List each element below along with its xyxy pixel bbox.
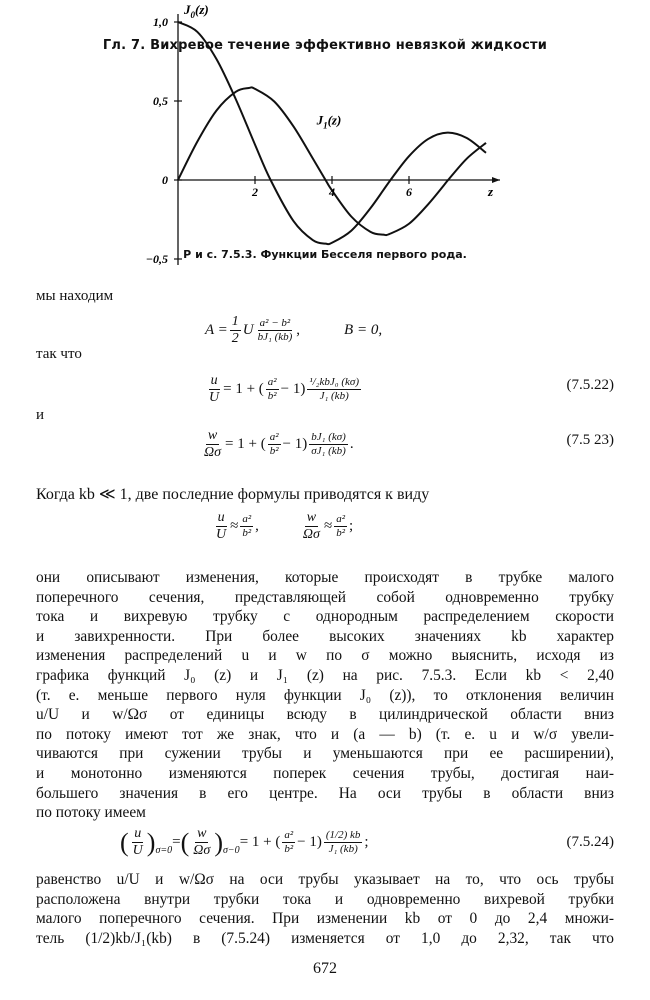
fraction: $\frac{(1/2) kb}{\text{J₁ (kb)}}$ <box>325 829 361 855</box>
text-line: чиваются при сужении трубы и уменьшаются при ее расширении), <box>36 745 614 763</box>
eq-subscript: σ=0 <box>155 845 173 856</box>
series-line-j1 <box>178 87 486 235</box>
fraction: $\frac{u}{U}$ <box>216 510 227 542</box>
x-axis-arrow <box>492 177 500 183</box>
equation-7-5-24: ( $\frac{u}{U}$ ) $_{\sigma=0}$ = ( $\frac{w}{\Omega\sigma}$ ) $_{\sigma-0}$ = 1 + ( $\frac{\text{a²}}{\text{b²}}$ − 1) $\frac{(1/2) kb}{\text{J₁ (kb)}}$ ; <box>120 826 369 858</box>
eq-term: U <box>242 322 254 338</box>
eq-term: = 1 + ( <box>225 436 266 452</box>
fraction: $\frac{1}{2}$ <box>231 314 239 346</box>
text-line: тель (1/2)kb/J₁(kb) в (7.5.24) изменяется от 1,0 до 2,32, так что <box>36 929 614 947</box>
series-label-j1: $J_1(z)$ <box>316 112 342 131</box>
text-line: графика функций J₀ (z) и J₁ (z) на рис. 7.5.3. Если kb < 2,40 <box>36 666 614 684</box>
fraction: $\frac{\text{a²}}{\text{b²}}$ <box>242 513 252 539</box>
chart-series <box>178 22 486 244</box>
text-line: и завихренности. При более высоких значениях kb характер <box>36 627 614 645</box>
equation-7-5-23 <box>200 428 354 461</box>
text-line: поперечного сечения, представляющей собой одновременно трубку <box>36 588 614 606</box>
text-line: они описывают изменения, которые происходят в трубке малого <box>36 569 614 586</box>
series-line-j0 <box>178 22 486 244</box>
fraction: $\frac{\text{bJ₁ (kσ)}}{\text{σJ₁ (kb)}}$ <box>311 431 346 457</box>
eq-term: ≈ <box>230 518 239 534</box>
eq-term: B = 0, <box>344 322 383 338</box>
fraction: $\frac{\text{a² − b²}}{\text{bJ₁ (kb)}}$ <box>257 317 293 343</box>
eq-term: ; <box>364 834 369 850</box>
fraction: $\frac{w}{\Omega\sigma}$ <box>204 428 222 460</box>
y-tick-label: 1,0 <box>153 15 168 29</box>
y-tick-label: 0 <box>162 173 168 187</box>
y-tick-label: −0,5 <box>145 252 168 266</box>
equation-approx <box>212 510 353 543</box>
eq-term: = <box>172 834 181 850</box>
x-tick-label: 2 <box>252 185 258 199</box>
fraction: $\frac{\text{a²}}{\text{b²}}$ <box>336 513 345 539</box>
equation-a-b <box>205 314 382 347</box>
eq-term: ≈ <box>323 518 333 534</box>
text-line: по потоку имеют тот же знак, что и (a — b) (т. е. u и w/σ увели- <box>36 725 614 743</box>
page-number: 672 <box>313 960 337 977</box>
x-tick-label: 6 <box>406 185 412 199</box>
equation-number: (7.5.22) <box>566 377 614 393</box>
x-tick-label: 4 <box>329 185 335 199</box>
text-line: большего значения в его центре. На оси трубы в области вниз <box>36 784 614 802</box>
fraction: $\frac{\text{a²}}{\text{b²}}$ <box>269 431 279 457</box>
eq-term: = 1 + ( <box>239 834 281 850</box>
eq-term: , <box>296 322 301 338</box>
y-tick-label: 0,5 <box>153 94 168 108</box>
eq-subscript: σ−0 <box>223 845 240 856</box>
text-line: мы находим <box>36 288 114 304</box>
text-line: и <box>36 407 45 423</box>
fraction: $\frac{w}{\Omega\sigma}$ <box>302 510 320 542</box>
fraction: $\frac{u}{U}$ <box>132 826 143 858</box>
eq-term: − 1) <box>282 436 308 452</box>
figure-caption: Р и с. 7.5.3. Функции Бесселя первого рода. <box>183 248 467 261</box>
series-label-j0: $J_0(z)$ <box>184 2 209 20</box>
text-line: малого поперечного сечения. При изменении kb от 0 до 2,4 множи- <box>36 910 614 928</box>
text-line: по потоку имеем <box>36 804 146 822</box>
text-line: изменения распределений u и w по σ можно выяснить, исходя из <box>36 647 614 665</box>
equation-number: (7.5.24) <box>566 834 614 850</box>
eq-term: A = <box>205 322 228 338</box>
text-line: и монотонно изменяются поперек сечения трубы, достигая наи- <box>36 764 614 782</box>
eq-term: = 1 + ( <box>223 381 264 397</box>
fraction: $\frac{w}{\Omega\sigma}$ <box>193 826 211 858</box>
text-line: Когда kb ≪ 1, две последние формулы приводятся к виду <box>36 486 430 503</box>
equation-number: (7.5 23) <box>566 432 614 448</box>
fraction: $\frac{u}{U}$ <box>209 373 220 405</box>
paragraph-2 <box>36 870 614 948</box>
fraction: $\frac{\text{a²}}{\text{b²}}$ <box>284 829 294 855</box>
running-header: Гл. 7. Вихревое течение эффективно невязкой жидкости <box>102 38 548 53</box>
fraction: $\frac{\text{¹/₂kbJ₀ (kσ)}}{\text{J₁ (kb)}}$ <box>309 376 359 402</box>
equation-7-5-22 <box>205 373 363 406</box>
eq-term: . <box>349 436 354 452</box>
eq-term: ; <box>349 518 354 534</box>
eq-term: − 1) <box>280 381 306 397</box>
text-line: равенство u/U и w/Ωσ на оси трубы указывает на то, что ось трубы <box>36 871 614 888</box>
fraction: $\frac{\text{a²}}{\text{b²}}$ <box>267 376 277 402</box>
paragraph-1 <box>36 568 614 823</box>
text-line: тока и вихревую трубку с однородным распределением скорости <box>36 608 614 626</box>
text-line: u/U и w/Ωσ от единицы всюду в цилиндрической области вниз <box>36 706 614 724</box>
x-axis-label: z <box>488 184 494 199</box>
text-line: расположена внутри трубки тока и одновременно вихревой трубки <box>36 890 614 908</box>
text-line: (т. е. меньше первого нуля функции J₀ (z)), то отклонения величин <box>36 686 614 704</box>
text-line: так что <box>36 346 82 362</box>
eq-term: , <box>255 518 259 534</box>
eq-term: − 1) <box>297 834 322 850</box>
